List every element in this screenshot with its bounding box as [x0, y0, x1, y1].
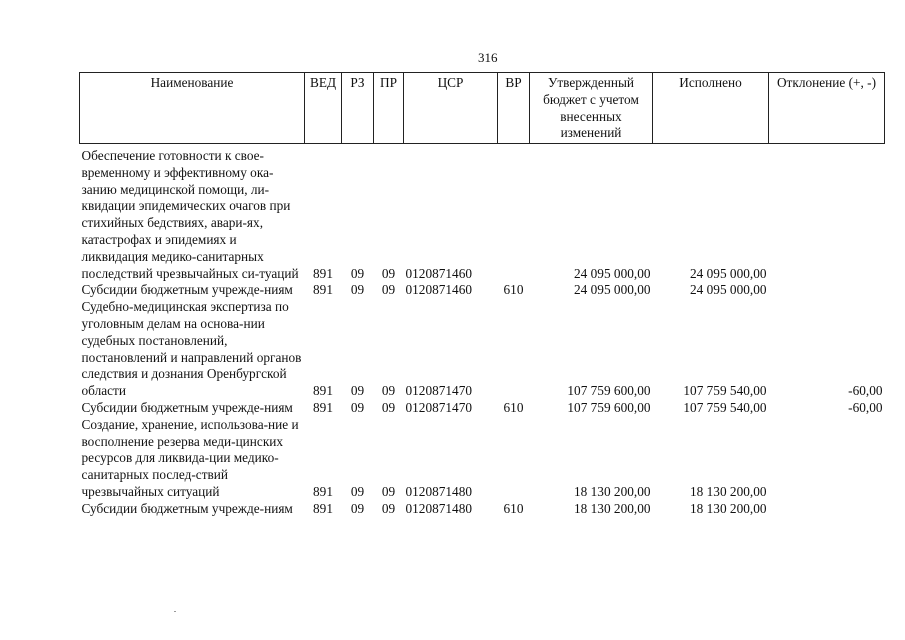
row-rz: 09 [350, 483, 365, 499]
row-approved: 24 095 000,00 [574, 282, 651, 298]
table-header [80, 73, 885, 144]
row-approved: 18 130 200,00 [574, 483, 651, 499]
row-name: Субсидии бюджетным учрежде-ниям [81, 282, 293, 298]
row-executed: 18 130 200,00 [690, 483, 767, 499]
row-vr: 610 [503, 399, 524, 415]
row-ved: 891 [313, 500, 333, 516]
header-deviation: Отклонение (+, -) [769, 73, 885, 144]
row-csr: 0120871460 [405, 265, 472, 281]
row-ved: 891 [313, 483, 333, 499]
row-pr: 09 [381, 483, 396, 499]
header-name: Наименование [80, 73, 305, 144]
header-vr: ВР [498, 73, 530, 144]
table-row [80, 282, 885, 299]
row-executed: 107 759 540,00 [683, 383, 767, 399]
row-pr: 09 [381, 282, 396, 298]
row-ved: 891 [313, 265, 333, 281]
row-deviation [769, 148, 885, 282]
header-executed: Исполнено [653, 73, 769, 144]
budget-table [79, 72, 885, 518]
table-row [80, 400, 885, 417]
row-approved: 107 759 600,00 [567, 399, 651, 415]
row-ved: 891 [313, 399, 333, 415]
row-approved: 24 095 000,00 [574, 265, 651, 281]
row-vr [498, 299, 530, 400]
row-rz: 09 [350, 399, 365, 415]
row-name: Судебно-медицинская экспертиза по уголовным делам на основа-нии судебных постановлений, постановлений и направлений органов следствия и дознания Оренбургской области [81, 299, 302, 399]
row-name: Создание, хранение, использова-ние и восполнение резерва меди-цинских ресурсов для ликвида-ции медико-санитарных послед-ствий чрезвычайных ситуаций [81, 416, 299, 499]
row-rz: 09 [350, 265, 365, 281]
row-rz: 09 [350, 500, 365, 516]
row-csr: 0120871470 [405, 399, 472, 415]
header-approved: Утвержденный бюджет с учетом внесенных изменений [530, 73, 653, 144]
scan-speck [174, 611, 176, 612]
row-rz: 09 [350, 383, 365, 399]
table-row [80, 417, 885, 501]
row-executed: 18 130 200,00 [690, 500, 767, 516]
table-body [80, 144, 885, 518]
row-pr: 09 [381, 265, 396, 281]
row-deviation [769, 501, 885, 518]
table-row [80, 501, 885, 518]
row-ved: 891 [313, 383, 333, 399]
row-pr: 09 [381, 399, 396, 415]
header-csr: ЦСР [404, 73, 498, 144]
row-approved: 107 759 600,00 [567, 383, 651, 399]
header-pr: ПР [374, 73, 404, 144]
row-vr: 610 [503, 282, 524, 298]
row-name: Субсидии бюджетным учрежде-ниям [81, 500, 293, 516]
row-ved: 891 [313, 282, 333, 298]
header-ved: ВЕД [305, 73, 342, 144]
page-number: 316 [478, 50, 498, 65]
row-name: Обеспечение готовности к свое-временному и эффективному ока-занию медицинской помощи, ли-квидации эпидемических очагов при стихийных бедствиях, авари-ях, катастрофах и эпидемиях и ликвидация медико-санитарных последствий чрезвычайных си-туаций [81, 148, 299, 281]
row-vr: 610 [503, 500, 524, 516]
row-approved: 18 130 200,00 [574, 500, 651, 516]
header-rz: РЗ [342, 73, 374, 144]
row-vr [498, 417, 530, 501]
row-pr: 09 [381, 383, 396, 399]
table-row [80, 299, 885, 400]
row-deviation [769, 417, 885, 501]
row-rz: 09 [350, 282, 365, 298]
row-executed: 107 759 540,00 [683, 399, 767, 415]
row-name: Субсидии бюджетным учрежде-ниям [81, 399, 293, 415]
row-executed: 24 095 000,00 [690, 265, 767, 281]
row-executed: 24 095 000,00 [690, 282, 767, 298]
row-pr: 09 [381, 500, 396, 516]
row-csr: 0120871480 [405, 483, 472, 499]
table-row [80, 148, 885, 282]
row-deviation: -60,00 [848, 383, 883, 399]
row-vr [498, 148, 530, 282]
row-deviation [769, 282, 885, 299]
row-csr: 0120871460 [405, 282, 472, 298]
row-csr: 0120871480 [405, 500, 472, 516]
row-csr: 0120871470 [405, 383, 472, 399]
row-deviation: -60,00 [848, 399, 883, 415]
